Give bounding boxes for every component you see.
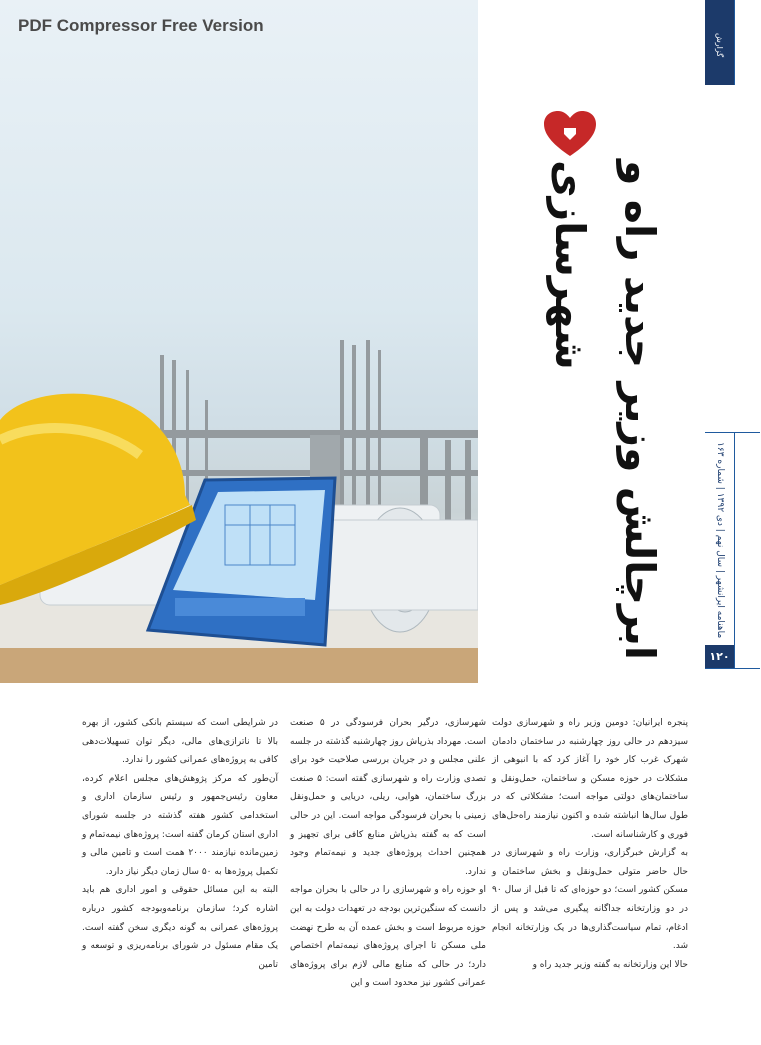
sidebar-rule-vertical (734, 432, 735, 668)
text-column-1 (492, 714, 688, 974)
table-edge (0, 648, 478, 683)
top-rule (734, 0, 735, 85)
text-column-2 (290, 714, 486, 993)
paragraph: آن‌طور که مرکز پژوهش‌های مجلس اعلام کرده، معاون رئیس‌جمهور و رئیس سازمان اداری و استخدامی کشور هفته گذشته در جلسه شورای اداری استان کرمان گفته است: پروژه‌های نیمه‌تمام و زمین‌مانده نیازمند ۲۰۰۰ همت است و تامین مالی و تکمیل پروژه‌ها به ۵۰ سال زمان دیگر نیاز دارد. (82, 773, 278, 877)
article-title-wrap (535, 160, 664, 680)
paragraph: او حوزه راه و شهرسازی را در حالی با بحران مواجه دانست که سنگین‌ترین بودجه در تعهدات دولت به این حوزه مربوط است و بخش عمده آن به طرح نهضت ملی مسکن تا اجرای پروژه‌های نیمه‌تمام اختصاص دارد؛ در حالی که منابع مالی لازم برای پروژه‌های عمرانی کشور نیز محدود است و این (290, 885, 486, 989)
hero-photo (0, 0, 478, 683)
paragraph: البته به این مسائل حقوقی و امور اداری هم باید اشاره کرد؛ سازمان برنامه‌وبودجه کشور درباره پروژه‌های عمرانی به گونه دیگری سخن گفته است. یک مقام مسئول در شورای برنامه‌ریزی و توسعه و تامین (82, 885, 278, 970)
paragraph: در شرایطی است که سیستم بانکی کشور، از بهره بالا تا ناترازی‌های مالی، دیگر توان تسهیلات‌دهی کافی به پروژه‌های عمرانی کشور را ندارد. (82, 718, 278, 766)
paragraph: پنجره ایرانیان: دومین وزیر راه و شهرسازی دولت سیزدهم در حالی روز چهارشنبه در ساختمان دادمان شهرک غرب کار خود را آغاز کرد که با انبوهی از مشکلات در حوزه مسکن و ساختمان، حمل‌ونقل و ساختمان‌های دولتی مواجه است؛ مشکلاتی که در طول سال‌ها انباشته شده و اکنون نیازمند راه‌حل‌های فوری و کارشناسانه است. (492, 718, 688, 840)
red-heart-icon (542, 110, 598, 160)
paragraph: حالا این وزارتخانه به گفته وزیر جدید راه و (532, 959, 688, 970)
text-column-3 (82, 714, 278, 974)
article-title: ابرچالش وزیر جدید راه و شهرسازی (546, 160, 664, 660)
construction-illustration (0, 0, 478, 683)
paragraph: به گزارش خبرگزاری، وزارت راه و شهرسازی در حال حاضر متولی حمل‌ونقل و بخش ساختمان و مسکن کشور است؛ دو حوزه‌ای که تا قبل از سال ۹۰ در دو وزارتخانه جداگانه پیگیری می‌شد و پس از ادغام، تمام سیاست‌گذاری‌ها در یک وزارتخانه انجام شد. (492, 848, 688, 952)
page-number: ۱۲۰ (705, 645, 734, 668)
section-tag-label: گزارش (715, 32, 724, 58)
watermark-text: PDF Compressor Free Version (18, 16, 264, 35)
section-tag (705, 0, 734, 85)
sidebar-rule-bottom (705, 668, 760, 669)
magazine-issue-info: ماهنامه ایرانشهر | سال نهم | دی ۱۳۹۲ | شماره ۱۶۳ (715, 441, 725, 639)
paragraph: شهرسازی، درگیر بحران فرسودگی در ۵ صنعت است. مهرداد بذرپاش روز چهارشنبه گذشته در جلسه علنی مجلس و در جریان بررسی صلاحیت خود برای تصدی وزارت راه و شهرسازی گفته است: ۵ صنعت بزرگ ساختمان، هوایی، ریلی، دریایی و حمل‌ونقل زمینی با بحران فرسودگی مواجه است. این در حالی است که به گفته بذرپاش منابع کافی برای تجهیز و همچنین احداث پروژه‌های جدید و نیمه‌تمام وجود ندارد. (290, 718, 486, 877)
sidebar-rule-top (705, 432, 760, 433)
